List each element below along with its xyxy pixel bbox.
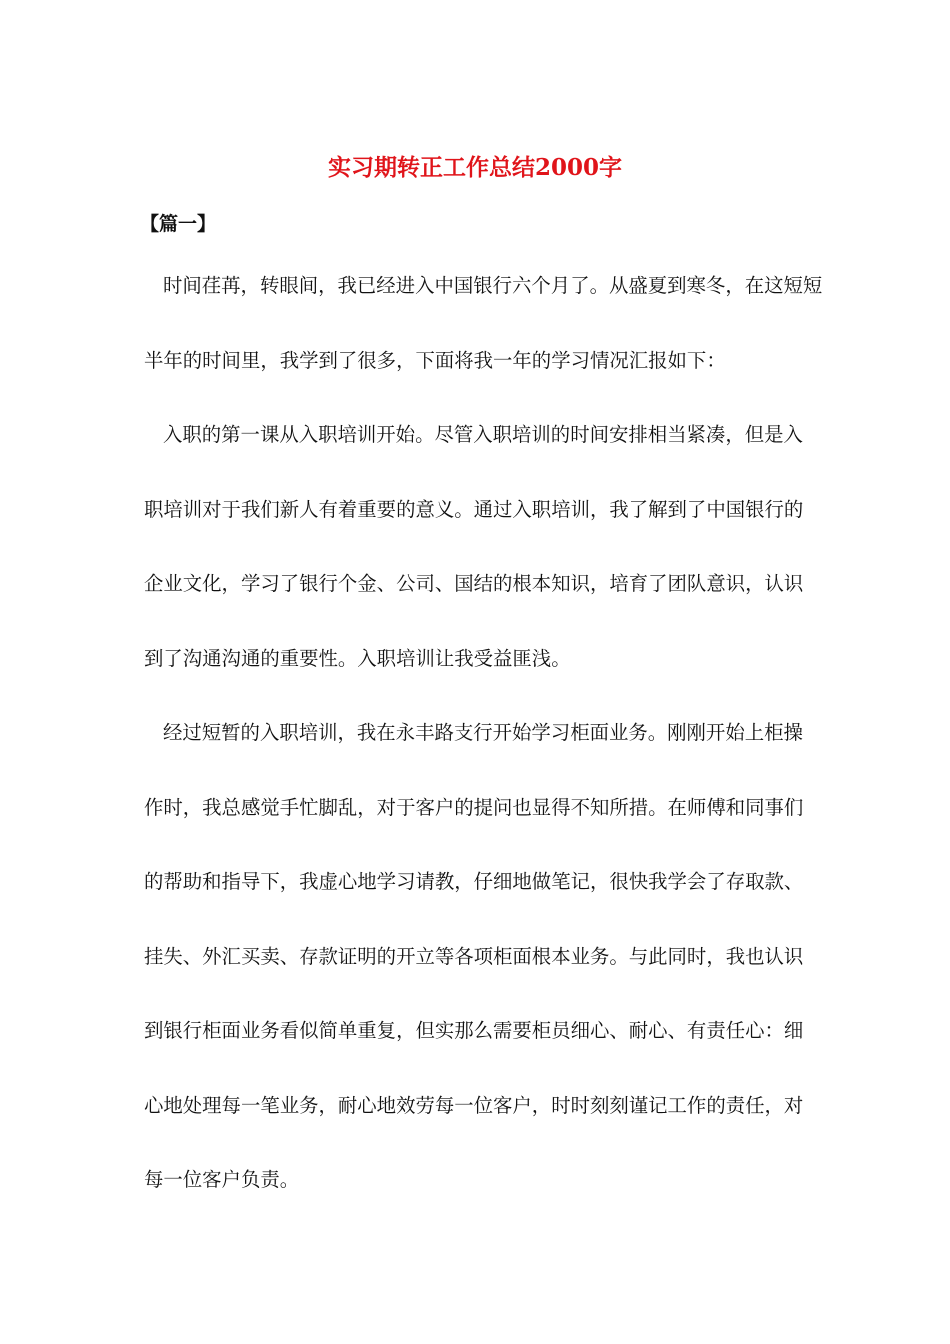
section-label: 【篇一】: [140, 213, 217, 235]
text-line: 经过短暂的入职培训，我在永丰路支行开始学习柜面业务。刚刚开始上柜操: [163, 721, 803, 744]
text-line: 心地处理每一笔业务，耐心地效劳每一位客户，时时刻刻谨记工作的责任，对: [144, 1093, 804, 1117]
text-line: 时间荏苒，转眼间，我已经进入中国银行六个月了。从盛夏到寒冬，在这短短: [163, 274, 823, 297]
document-title: 实习期转正工作总结2000字: [327, 154, 622, 181]
text-line: 企业文化，学习了银行个金、公司、国结的根本知识，培育了团队意识，认识: [144, 572, 804, 595]
text-line: 挂失、外汇买卖、存款证明的开立等各项柜面根本业务。与此同时，我也认识: [144, 944, 804, 968]
text-line: 作时，我总感觉手忙脚乱，对于客户的提问也显得不知所措。在师傅和同事们: [144, 795, 804, 819]
body-text: [144, 266, 823, 1235]
text-line: 入职的第一课从入职培训开始。尽管入职培训的时间安排相当紧凑，但是入: [163, 423, 803, 446]
text-line: 到银行柜面业务看似简单重复，但实那么需要柜员细心、耐心、有责任心：细: [144, 1019, 804, 1042]
text-line: 职培训对于我们新人有着重要的意义。通过入职培训，我了解到了中国银行的: [144, 497, 804, 521]
text-line: 半年的时间里，我学到了很多，下面将我一年的学习情况汇报如下：: [144, 348, 726, 372]
text-line: 到了沟通沟通的重要性。入职培训让我受益匪浅。: [144, 646, 571, 670]
text-line: 的帮助和指导下，我虚心地学习请教，仔细地做笔记，很快我学会了存取款、: [144, 870, 804, 893]
text-line: 每一位客户负责。: [144, 1168, 300, 1191]
